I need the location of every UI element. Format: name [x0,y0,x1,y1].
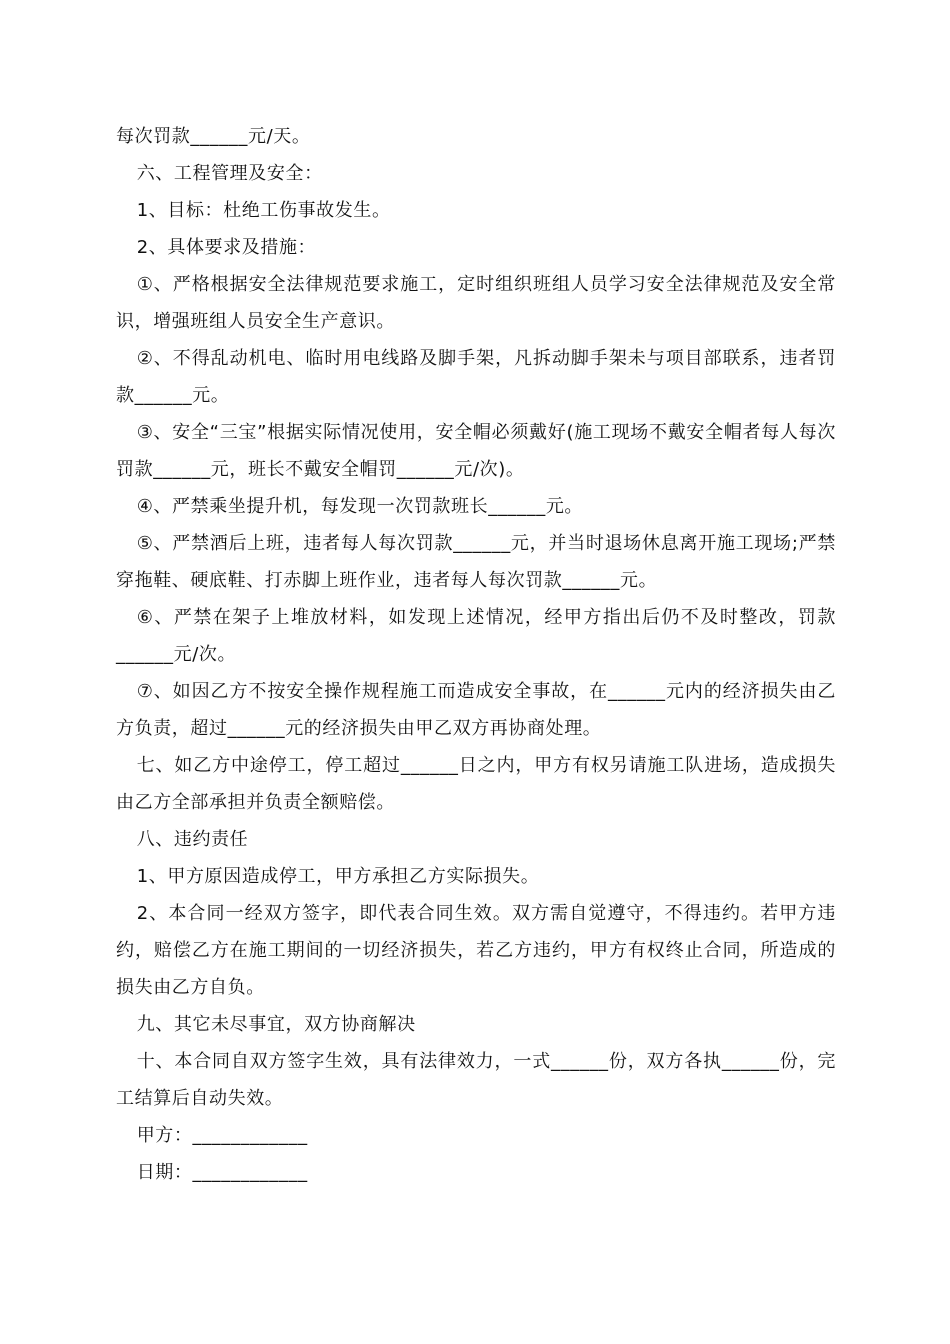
paragraph-item-5: ⑤、严禁酒后上班，违者每人每次罚款______元，并当时退场休息离开施工现场;严禁穿拖鞋、硬底鞋、打赤脚上班作业，违者每人每次罚款______元。 [116,533,836,591]
contract-body [116,118,836,1191]
paragraph-goal: 1、目标：杜绝工伤事故发生。 [136,200,391,221]
section-work-stoppage: 七、如乙方中途停工，停工超过______日之内，甲方有权另请施工队进场，造成损失由乙方全部承担并负责全额赔偿。 [116,755,836,813]
paragraph-item-2: ②、不得乱动机电、临时用电线路及脚手架，凡拆动脚手架未与项目部联系，违者罚款______元。 [116,348,836,406]
paragraph-penalty-per-day: 每次罚款______元/天。 [116,126,311,147]
paragraph-item-6: ⑥、严禁在架子上堆放材料，如发现上述情况，经甲方指出后仍不及时整改，罚款______元/次。 [116,607,836,665]
section-heading-liability: 八、违约责任 [136,829,249,850]
paragraph-item-1: ①、严格根据安全法律规范要求施工，定时组织班组人员学习安全法律规范及安全常识，增强班组人员安全生产意识。 [116,274,836,332]
section-other-matters: 九、其它未尽事宜，双方协商解决 [136,1014,416,1035]
paragraph-requirements-heading: 2、具体要求及措施： [136,237,317,258]
section-effectiveness: 十、本合同自双方签字生效，具有法律效力，一式______份，双方各执______份，完工结算后自动失效。 [116,1051,836,1109]
signature-party-a: 甲方：____________ [136,1125,308,1146]
paragraph-item-4: ④、严禁乘坐提升机，每发现一次罚款班长______元。 [136,496,584,517]
paragraph-liability-1: 1、甲方原因造成停工，甲方承担乙方实际损失。 [136,866,540,887]
paragraph-item-7: ⑦、如因乙方不按安全操作规程施工而造成安全事故，在______元内的经济损失由乙方负责，超过______元的经济损失由甲乙双方再协商处理。 [116,681,836,739]
section-heading-safety: 六、工程管理及安全： [136,163,323,184]
signature-date: 日期：____________ [136,1162,308,1183]
paragraph-liability-2: 2、本合同一经双方签字，即代表合同生效。双方需自觉遵守，不得违约。若甲方违约，赔偿乙方在施工期间的一切经济损失，若乙方违约，甲方有权终止合同，所造成的损失由乙方自负。 [116,903,836,998]
paragraph-item-3: ③、安全“三宝”根据实际情况使用，安全帽必须戴好(施工现场不戴安全帽者每人每次罚款______元，班长不戴安全帽罚______元/次)。 [116,422,836,480]
